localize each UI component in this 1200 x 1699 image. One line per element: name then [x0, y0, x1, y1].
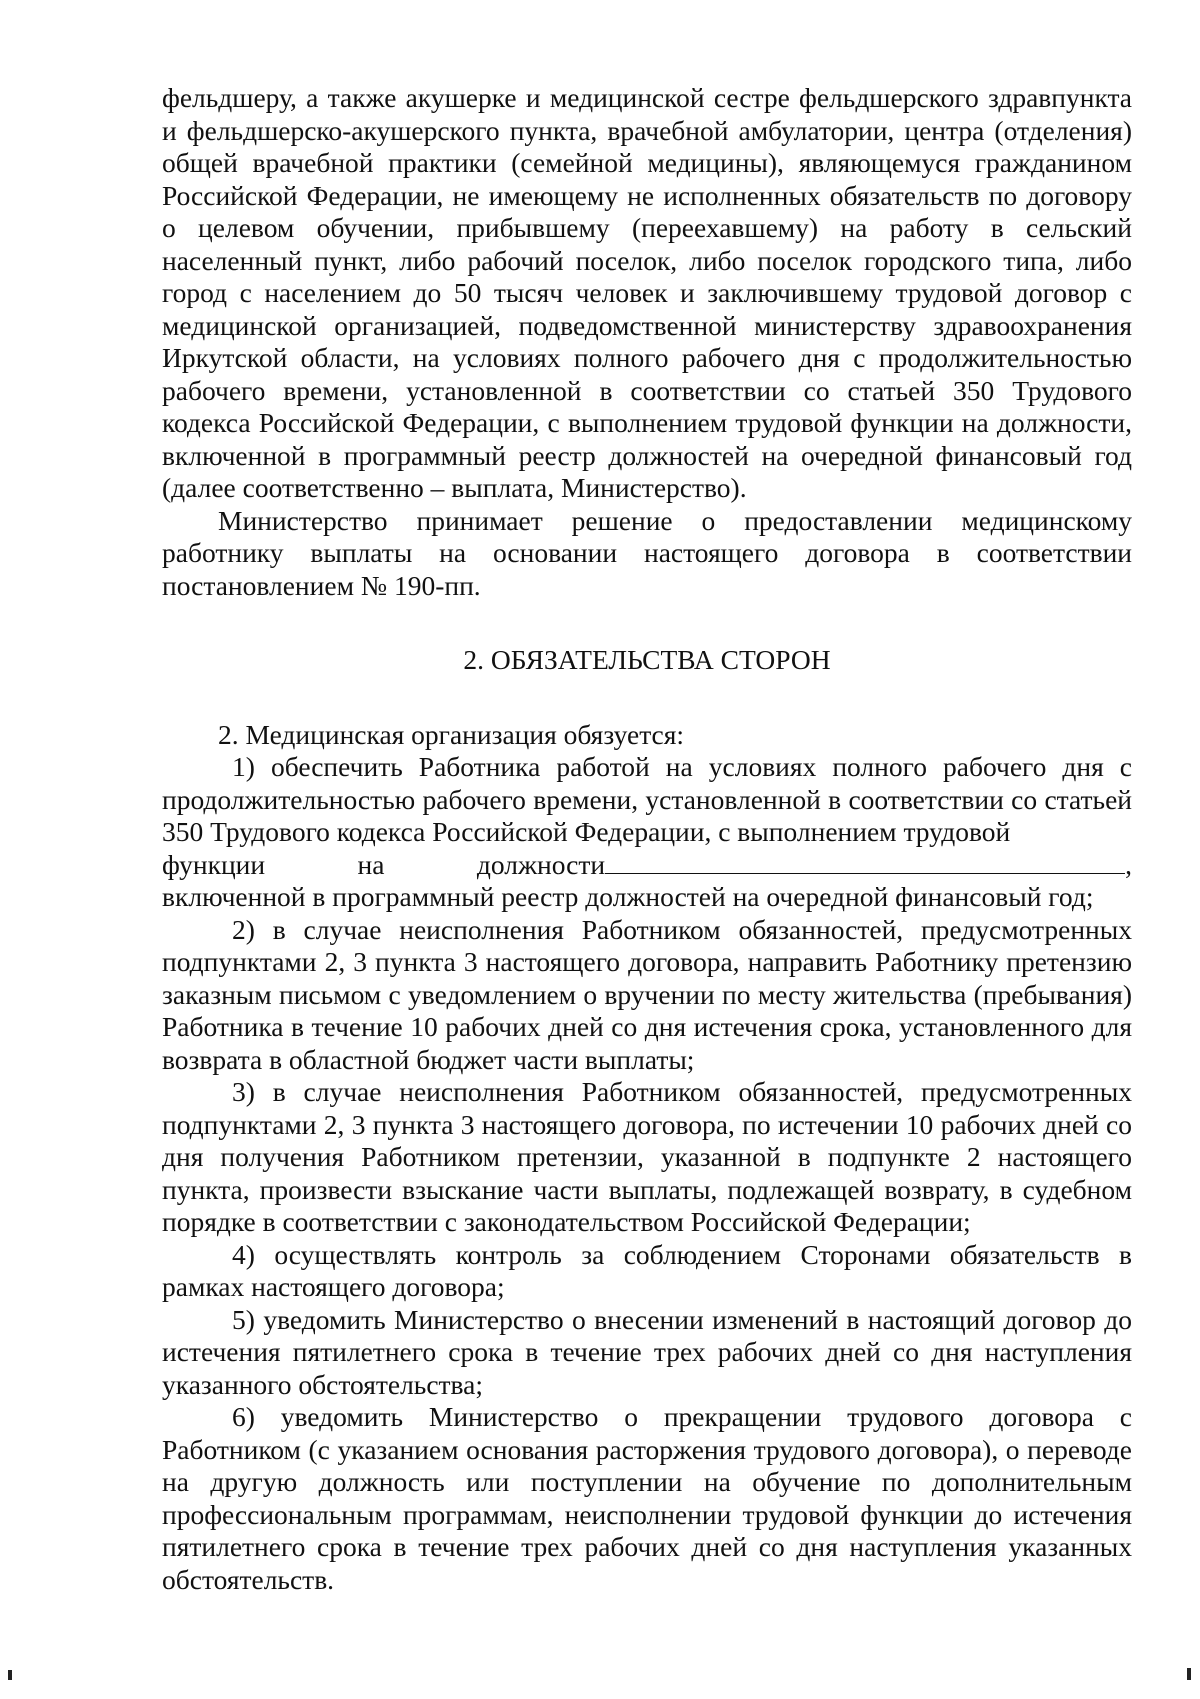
- position-word-function: функции: [162, 848, 266, 880]
- clause-item-4: 4) осуществлять контроль за соблюдением Сторонами обязательств в рамках настоящего договора;: [162, 1238, 1132, 1302]
- intro-paragraph: фельдшеру, а также акушерке и медицинской сестре фельдшерского здравпункта и фельдшерско-акушерского пункта, врачебной амбулатории, центра (отделения) общей врачебной практики (семейной медицины), являющемуся гражданином Российской Федерации, не имеющему не исполненных обязательств по договору о целевом обучении, прибывшему (переехавшему) на работу в сельский населенный пункт, либо рабочий поселок, либо поселок городского типа, либо город с населением до 50 тысяч человек и заключившему трудовой договор с медицинской организацией, подведомственной министерству здравоохранения Иркутской области, на условиях полного рабочего дня с продолжительностью рабочего времени, установленной в соответствии со статьей 350 Трудового кодекса Российской Федерации, с выполнением трудовой функции на должности, включенной в программный реестр должностей на очередной финансовый год (далее соответственно – выплата, Министерство).: [162, 82, 1132, 503]
- position-field-line: [162, 849, 1132, 882]
- clause-item-3: 3) в случае неисполнения Работником обязанностей, предусмотренных подпунктами 2, 3 пункта 3 настоящего договора, по истечении 10 рабочих дней со дня получения Работником претензии, указанной в подпункте 2 настоящего пункта, произвести взыскание части выплаты, подлежащей возврату, в судебном порядке в соответствии с законодательством Российской Федерации;: [162, 1076, 1132, 1237]
- position-word-on: на: [357, 848, 385, 880]
- section-title: 2. ОБЯЗАТЕЛЬСТВА СТОРОН: [463, 644, 831, 675]
- position-word-position: должности: [476, 848, 606, 880]
- position-field: [477, 849, 1132, 882]
- clause-item-1-text: 1) обеспечить Работника работой на условиях полного рабочего дня с продолжительностью рабочего времени, установленной в соответствии со статьей 350 Трудового кодекса Российской Федерации, с выполнением трудовой: [162, 751, 1132, 847]
- scan-mark-right: [1187, 1668, 1191, 1680]
- clause-item-1-continuation: включенной в программный реестр должностей на очередной финансовый год;: [162, 881, 1094, 912]
- position-comma: ,: [1125, 848, 1132, 880]
- clause-item-6: 6) уведомить Министерство о прекращении трудового договора с Работником (с указанием основания расторжения трудового договора), о переводе на другую должность или поступлении на обучение по дополнительным профессиональным программам, неисполнении трудовой функции до истечения пятилетнего срока в течение трех рабочих дней со дня наступления указанных обстоятельств.: [162, 1401, 1132, 1595]
- clause-item-2: 2) в случае неисполнения Работником обязанностей, предусмотренных подпунктами 2, 3 пункта 3 настоящего договора, направить Работнику претензию заказным письмом с уведомлением о вручении по месту жительства (пребывания) Работника в течение 10 рабочих дней со дня истечения срока, установленного для возврата в областной бюджет части выплаты;: [162, 913, 1132, 1075]
- scan-mark-left: [8, 1670, 12, 1680]
- clause-item-5: 5) уведомить Министерство о внесении изменений в настоящий договор до истечения пятилетнего срока в течение трех рабочих дней со дня наступления указанного обстоятельства;: [162, 1303, 1132, 1400]
- ministry-paragraph: Министерство принимает решение о предоставлении медицинскому работнику выплаты на основании настоящего договора в соответствии постановлением № 190-пп.: [162, 504, 1132, 601]
- position-blank-line: [605, 851, 1125, 874]
- document-page: [162, 82, 1132, 1596]
- clause-intro: 2. Медицинская организация обязуется:: [218, 718, 685, 750]
